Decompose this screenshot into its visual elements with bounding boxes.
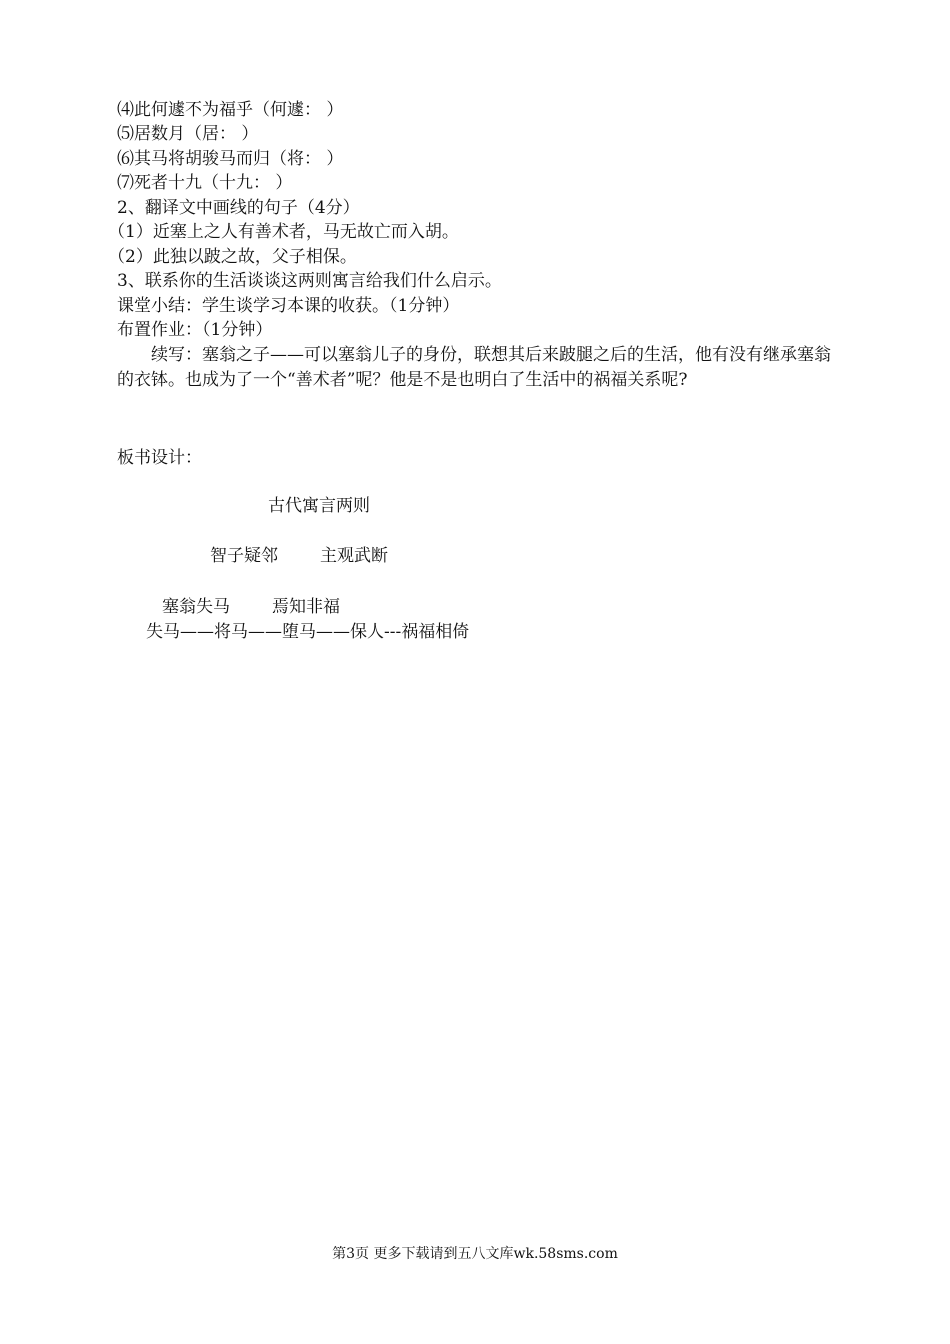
class-summary: 课堂小结：学生谈学习本课的收获。（1分钟）: [117, 296, 460, 316]
item-5: ⑸居数月（居： ）: [117, 124, 259, 144]
board-row-2-right: 焉知非福: [272, 597, 340, 617]
board-chain: 失马——将马——堕马——保人---祸福相倚: [146, 622, 470, 642]
board-design-label: 板书设计：: [117, 448, 202, 468]
question-2-sentence-1: （1）近塞上之人有善术者，马无故亡而入胡。: [108, 222, 459, 242]
question-3: 3、联系你的生活谈谈这两则寓言给我们什么启示。: [117, 271, 502, 291]
item-4: ⑷此何遽不为福乎（何遽： ）: [117, 100, 344, 120]
page-footer: 第3页 更多下载请到五八文库wk.58sms.com: [332, 1246, 618, 1262]
homework-text-content: 续写：塞翁之子——可以塞翁儿子的身份，联想其后来跛腿之后的生活，他有没有继承塞翁的衣钵。也成为了一个“善术者”呢？他是不是也明白了生活中的祸福关系呢?: [117, 345, 831, 390]
board-row-2-left: 塞翁失马: [162, 597, 230, 617]
item-6: ⑹其马将胡骏马而归（将： ）: [117, 149, 344, 169]
board-row-1-right: 主观武断: [320, 546, 388, 566]
board-row-1-left: 智子疑邻: [210, 546, 278, 566]
question-2-sentence-2: （2）此独以跛之故，父子相保。: [108, 247, 357, 267]
board-title: 古代寓言两则: [268, 496, 370, 516]
homework-title: 布置作业：（1分钟）: [117, 320, 273, 340]
item-7: ⑺死者十九（十九： ）: [117, 173, 293, 193]
question-2-title: 2、翻译文中画线的句子（4分）: [117, 198, 360, 218]
homework-text: [117, 343, 837, 392]
